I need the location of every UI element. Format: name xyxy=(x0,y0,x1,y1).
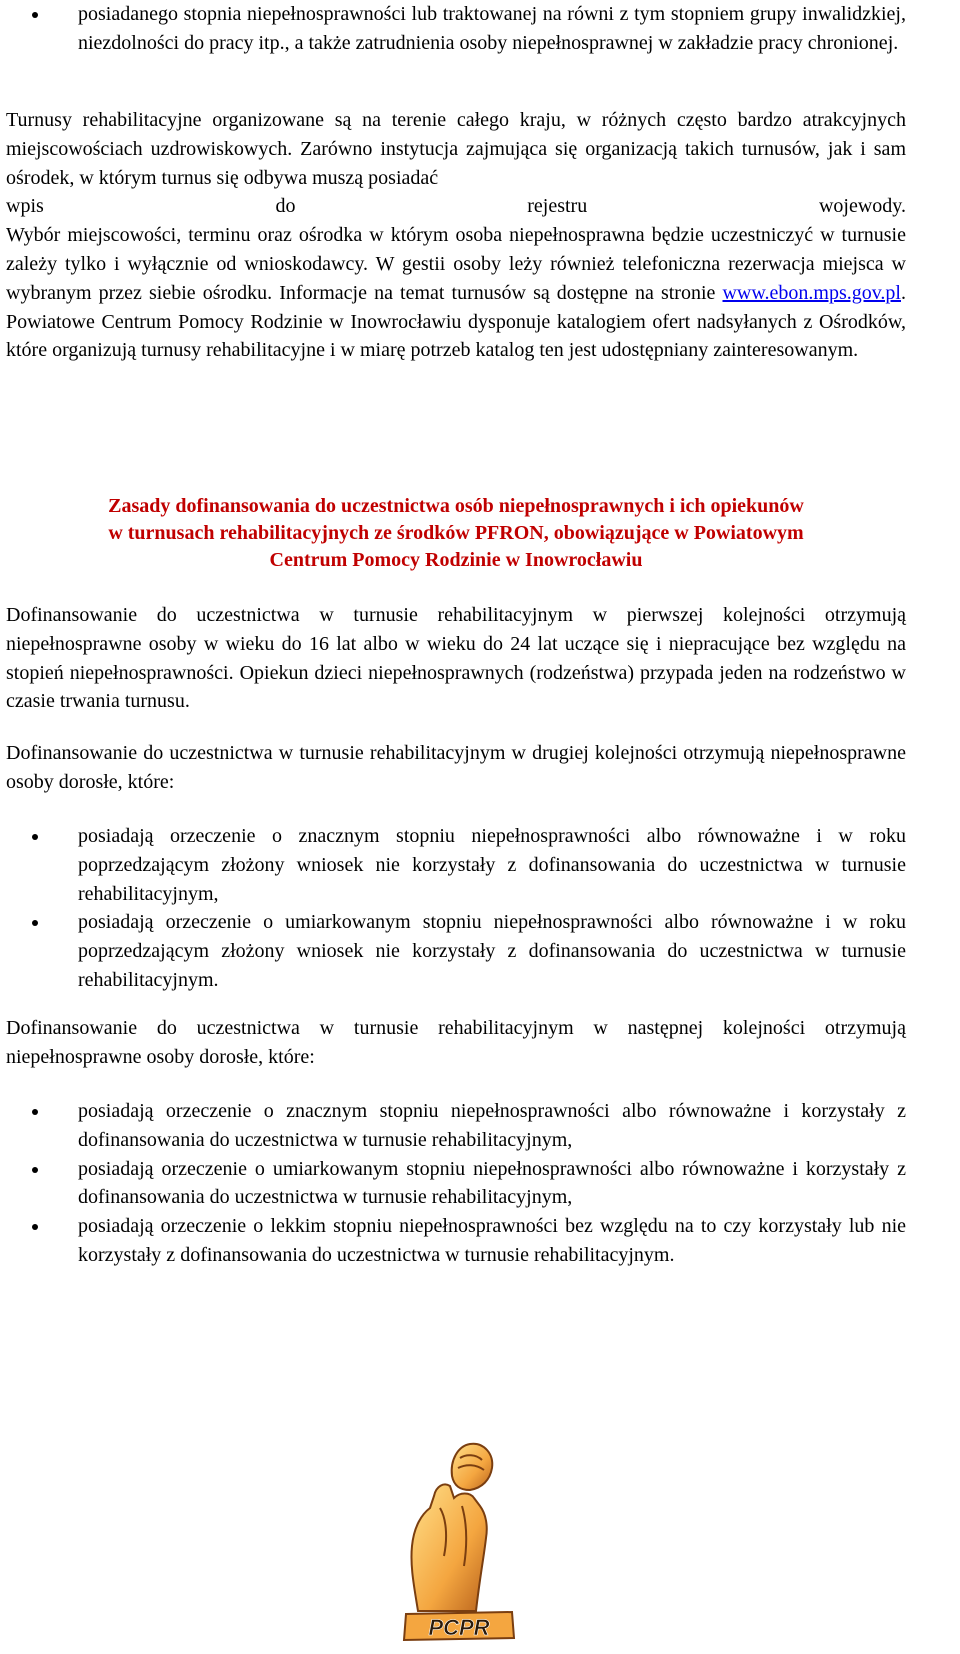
list-item-text: posiadają orzeczenie o znacznym stopniu niepełnosprawności albo równoważne i w roku poprzedzającym złożony wniosek nie korzystały z dofinansowania do uczestnictwa w turnusie rehabilitacyjnym, xyxy=(78,825,906,905)
first-priority-paragraph: Dofinansowanie do uczestnictwa w turnusie rehabilitacyjnym w pierwszej kolejności otrzymują niepełnosprawne osoby w wieku do 16 lat albo w wieku do 24 lat uczące się i niepracujące bez względu na stopień niepełnosprawności. Opiekun dzieci niepełnosprawnych (rodzeństwa) przypada jeden na rodzeństwo w czasie trwania turnusu. xyxy=(6,604,906,713)
pcpr-logo xyxy=(400,1436,520,1646)
bullet-icon xyxy=(32,920,38,926)
bullet-icon xyxy=(32,1109,38,1115)
second-priority-list xyxy=(6,822,906,995)
turnusy-text-part1: Turnusy rehabilitacyjne organizowane są na terenie całego kraju, w różnych często bardzo atrakcyjnych miejscowościach uzdrowiskowych. Zarówno instytucja zajmująca się organizacją takich turnusów, jak i sam ośrodek, w którym turnus się odbywa muszą posiadać xyxy=(6,109,906,189)
wpis-word: wojewody. xyxy=(818,195,906,218)
bullet-icon xyxy=(32,1167,38,1173)
bullet-icon xyxy=(32,12,38,18)
turnusy-text-end: . Powiatowe Centrum Pomocy Rodzinie w Inowrocławiu dysponuje katalogiem ofert nadsyłanych z Ośrodków, które organizują turnusy rehabilitacyjne i w miarę potrzeb katalog ten jest udostępniany zainteresowanym. xyxy=(6,281,906,362)
list-item-text: posiadają orzeczenie o umiarkowanym stopniu niepełnosprawności albo równoważne i korzystały z dofinansowania do uczestnictwa w turnusie rehabilitacyjnym, xyxy=(78,1157,906,1209)
list-item xyxy=(6,822,906,908)
list-item-text: posiadają orzeczenie o lekkim stopniu niepełnosprawności bez względu na to czy korzystały lub nie korzystały z dofinansowania do uczestnictwa w turnusie rehabilitacyjnym. xyxy=(78,1215,906,1266)
list-item xyxy=(6,0,906,58)
list-item xyxy=(6,1097,906,1155)
list-item-text: posiadanego stopnia niepełnosprawności lub traktowanej na równi z tym stopniem grupy inwalidzkiej, niezdolności do pracy itp., a także zatrudnienia osoby niepełnosprawnej w zakładzie pracy chronionej. xyxy=(78,3,906,54)
turnusy-paragraph xyxy=(6,106,906,365)
heading-line: Centrum Pomocy Rodzinie w Inowrocławiu xyxy=(269,549,643,571)
list-item xyxy=(6,908,906,994)
list-item xyxy=(6,1212,906,1270)
turnusy-text-part2 xyxy=(6,221,906,365)
list-item-text: posiadają orzeczenie o umiarkowanym stopniu niepełnosprawności albo równoważne i w roku poprzedzającym złożony wniosek nie korzystały z dofinansowania do uczestnictwa w turnusie rehabilitacyjnym. xyxy=(78,911,906,991)
logo-text: PCPR xyxy=(428,1615,490,1640)
wpis-line xyxy=(6,192,906,221)
heading-line: w turnusach rehabilitacyjnych ze środków PFRON, obowiązujące w Powiatowym xyxy=(108,522,804,544)
raised-fist-hands-icon xyxy=(400,1436,520,1646)
next-priority-paragraph: Dofinansowanie do uczestnictwa w turnusie rehabilitacyjnym w następnej kolejności otrzymują niepełnosprawne osoby dorosłe, które: xyxy=(6,1017,906,1068)
bullet-icon xyxy=(32,834,38,840)
wpis-word: do xyxy=(275,195,296,218)
wpis-word: wpis xyxy=(6,195,44,218)
bullet-icon xyxy=(32,1224,38,1230)
heading-line: Zasady dofinansowania do uczestnictwa osób niepełnosprawnych i ich opiekunów xyxy=(108,495,804,517)
wpis-word: rejestru xyxy=(527,195,588,218)
section-heading xyxy=(6,493,906,574)
list-item xyxy=(6,1155,906,1213)
next-priority-list xyxy=(6,1097,906,1270)
second-priority-paragraph: Dofinansowanie do uczestnictwa w turnusie rehabilitacyjnym w drugiej kolejności otrzymują niepełnosprawne osoby dorosłe, które: xyxy=(6,742,906,793)
turnusy-text: Wybór miejscowości, terminu oraz ośrodka w którym osoba niepełnosprawna będzie uczestniczyć w turnusie zależy tylko i wyłącznie od wnioskodawcy. W gestii osoby leży również telefoniczna rezerwacja miejsca w wybranym przez siebie ośrodku. Informacje na temat turnusów są dostępne na stronie xyxy=(6,224,906,304)
top-bullet-list xyxy=(6,0,906,58)
ebon-link[interactable]: www.ebon.mps.gov.pl xyxy=(722,281,901,304)
list-item-text: posiadają orzeczenie o znacznym stopniu niepełnosprawności albo równoważne i korzystały z dofinansowania do uczestnictwa w turnusie rehabilitacyjnym, xyxy=(78,1100,906,1151)
